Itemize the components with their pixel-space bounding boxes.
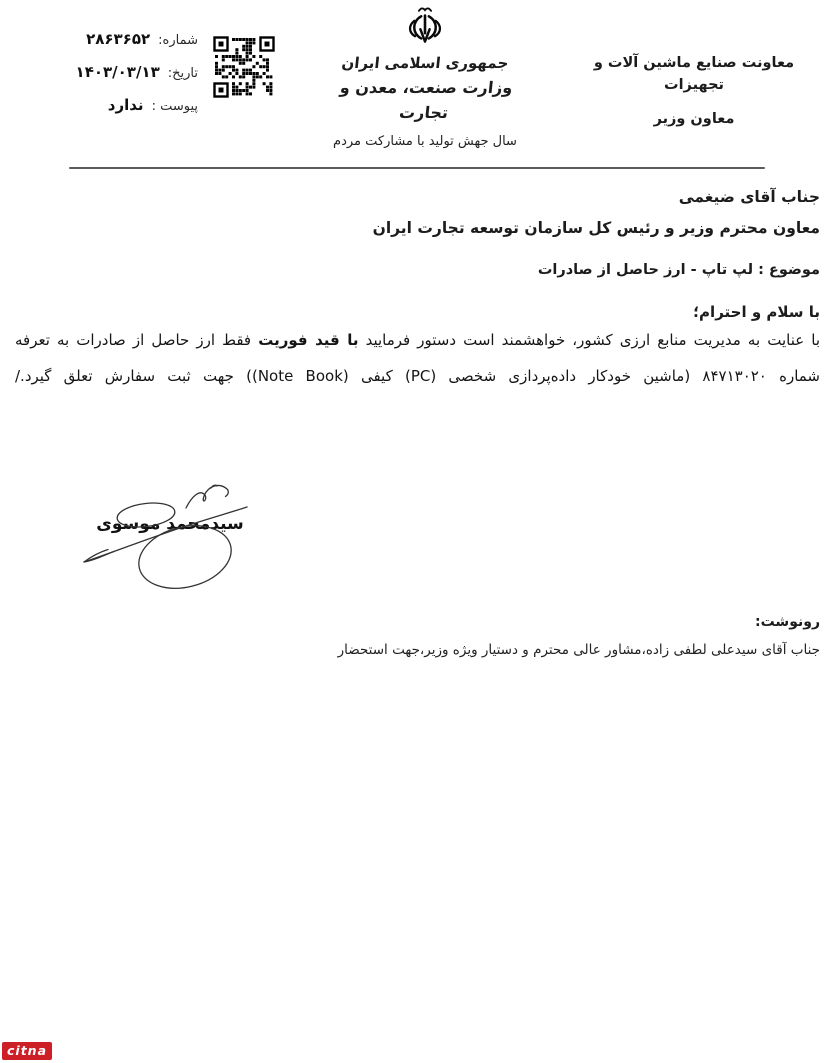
doc-number-value: ۲۸۶۳۶۵۲ <box>86 30 151 48</box>
doc-attachment-row <box>22 96 198 129</box>
recipient-name: جناب آقای ضیغمی <box>678 188 820 206</box>
qr-code <box>210 33 278 101</box>
department-block <box>565 52 823 130</box>
letterhead-center <box>328 2 522 149</box>
doc-attachment-value: ندارد <box>107 96 144 114</box>
iran-emblem-icon <box>402 2 448 52</box>
cc-label: رونوشت: <box>755 614 820 630</box>
doc-date-row <box>22 63 198 96</box>
org-slogan: سال جهش تولید با مشارکت مردم <box>333 134 517 149</box>
doc-number-label: شماره: <box>158 33 198 48</box>
body-line-1-pre: با عنایت به مدیریت منابع ارزی کشور، خواهشمند است دستور فرمایید <box>358 331 820 349</box>
body-line-1-bold: با قید فوریت <box>258 331 359 349</box>
signature-scribble <box>38 458 270 600</box>
body-line-2: شماره ۸۴۷۱۳۰۲۰ (ماشین خودکار داده‌پردازی شخصی (PC) کیفی (Note Book)) جهت ثبت سفارش تعلق گیرد./ <box>15 367 821 385</box>
body-line-1 <box>15 331 820 349</box>
signer-name: سیدمحمد موسوی <box>96 514 244 534</box>
salutation: با سلام و احترام؛ <box>693 303 820 321</box>
doc-attachment-label: پیوست : <box>151 99 198 114</box>
org-ministry-name: وزارت صنعت، معدن و تجارت <box>339 78 514 122</box>
body-line-1-post: فقط ارز حاصل از صادرات به تعرفه <box>15 331 259 349</box>
recipient-title: معاون محترم وزیر و رئیس کل سازمان توسعه تجارت ایران <box>372 219 820 237</box>
subject-line: موضوع : لپ تاپ - ارز حاصل از صادرات <box>537 262 820 278</box>
doc-number-row <box>22 30 198 63</box>
header-divider <box>69 167 765 169</box>
document-fields <box>22 30 198 129</box>
department-title: معاونت صنایع ماشین آلات و تجهیزات <box>593 55 795 93</box>
doc-date-value: ۱۴۰۳/۰۳/۱۳ <box>75 63 160 81</box>
signature-block <box>38 458 270 600</box>
citna-watermark: citna <box>2 1042 52 1060</box>
cc-line: جناب آقای سیدعلی لطفی زاده،مشاور عالی محترم و دستیار ویژه وزیر،جهت استحضار <box>337 642 820 658</box>
org-country-name: جمهوری اسلامی ایران <box>340 54 510 72</box>
department-subtitle: معاون وزیر <box>653 111 735 127</box>
doc-date-label: تاریخ: <box>167 66 198 81</box>
